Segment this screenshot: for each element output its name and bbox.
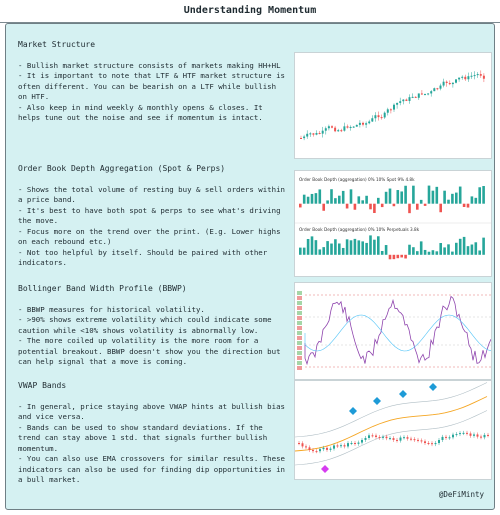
candle (424, 441, 426, 443)
author-handle: @DeFiMinty (438, 490, 484, 499)
depth-bar (400, 255, 403, 258)
candlestick-chart (294, 52, 492, 159)
depth-bar (428, 186, 431, 204)
depth-bar (389, 189, 392, 204)
candle (436, 88, 438, 89)
scale-swatch (297, 296, 302, 300)
candle (302, 443, 304, 446)
candle (456, 434, 458, 435)
depth-bar (393, 204, 396, 207)
vwap-band-upper (295, 383, 487, 438)
depth-chart (294, 170, 492, 277)
section-body: - Shows the total volume of resting buy & sell orders within a price band. - It's best to have both spot & perps to see what's driving the move. - Focus more on the trend over the print. (E.g. Lower highs on each rebound etc.) - Not too helpful by itself. Should be paired with other indicators. (18, 184, 285, 267)
depth-bar (436, 187, 439, 204)
candle (430, 91, 432, 93)
candle (347, 126, 349, 127)
candle (309, 447, 311, 450)
depth-bar (397, 255, 400, 258)
candle (414, 439, 416, 440)
candle (316, 451, 318, 452)
section-market-structure (18, 40, 286, 124)
depth-bar (342, 191, 345, 204)
candle (480, 437, 482, 438)
candle (333, 445, 335, 448)
candle (375, 436, 377, 437)
depth-bar (319, 189, 322, 203)
section-bbwp (18, 284, 286, 368)
depth-bar (459, 187, 462, 204)
depth-bar (338, 196, 341, 204)
candle (455, 79, 457, 82)
depth-bar (373, 240, 376, 255)
candle (443, 82, 445, 86)
scale-swatch (297, 316, 302, 320)
candle (440, 86, 442, 89)
candle (477, 74, 479, 75)
candle (396, 440, 398, 441)
candle (396, 103, 398, 105)
candle (445, 437, 447, 438)
depth-bar (412, 247, 415, 255)
plot-area (305, 289, 491, 373)
candle (467, 76, 469, 79)
candle (442, 437, 444, 440)
depth-bar (381, 204, 384, 207)
depth-bar (322, 247, 325, 255)
depth-bar (381, 251, 384, 255)
bbwp-chart (294, 282, 492, 380)
candle (452, 83, 454, 84)
depth-bar (346, 204, 349, 209)
candle (351, 443, 353, 444)
candle (322, 131, 324, 134)
candle (417, 440, 419, 441)
depth-bar (326, 200, 329, 203)
candle (480, 74, 482, 76)
depth-bar (451, 252, 454, 255)
candle (305, 446, 307, 447)
depth-bar (432, 250, 435, 255)
candle (361, 440, 363, 443)
candle (477, 434, 479, 436)
candle (298, 443, 300, 444)
depth-svg (295, 171, 491, 276)
candle (471, 76, 473, 77)
depth-bar (397, 190, 400, 204)
depth-bar (451, 194, 454, 204)
candle (470, 433, 472, 435)
section-body: - BBWP measures for historical volatility. - >90% shows extreme volatility which could indicate some caution while <10% shows volatility is abnormally low. - The more coiled up volatility is the more room for a potential breakout. BBWP doesn't show you the direction but can help signal that a move is coming. (18, 304, 281, 366)
candle (372, 435, 374, 436)
candle (303, 137, 305, 139)
candle (344, 445, 346, 446)
depth-bar (373, 204, 376, 213)
depth-bar (416, 251, 419, 255)
candle (347, 443, 349, 446)
candlestick-svg (295, 53, 491, 158)
candle (402, 100, 404, 102)
scale-swatch (297, 336, 302, 340)
depth-bar (299, 204, 302, 208)
candle (359, 123, 361, 125)
depth-bar (303, 195, 306, 204)
depth-bar (478, 250, 481, 254)
vwap-band-lower (295, 411, 487, 466)
depth-bar (475, 198, 478, 204)
candle (405, 100, 407, 101)
vwap-line (295, 397, 487, 452)
depth-bar (463, 237, 466, 255)
candle (319, 449, 321, 451)
scale-swatch (297, 351, 302, 355)
candle (326, 448, 328, 450)
candle (400, 438, 402, 441)
depth-bar (471, 196, 474, 203)
candle (371, 118, 373, 121)
candle (312, 133, 314, 134)
section-heading: Order Book Depth Aggregation (Spot & Perps) (18, 164, 226, 173)
depth-bar (338, 243, 341, 254)
candle (386, 437, 388, 438)
candle (381, 117, 383, 118)
candle (374, 115, 376, 118)
depth-bar (369, 204, 372, 210)
depth-bar (393, 255, 396, 259)
candle (382, 437, 384, 438)
depth-bar (447, 244, 450, 254)
candle (358, 443, 360, 444)
depth-bar (400, 191, 403, 203)
depth-bar (365, 196, 368, 204)
depth-bar (439, 243, 442, 255)
candle (323, 448, 325, 449)
depth-bar (319, 249, 322, 254)
section-order-book-depth (18, 164, 286, 269)
depth-bar (455, 243, 458, 255)
candle (325, 128, 327, 130)
depth-bar (443, 247, 446, 254)
depth-bar (463, 204, 466, 207)
candle (483, 76, 485, 79)
depth-bar (455, 193, 458, 204)
scale-swatch (297, 331, 302, 335)
candle (328, 126, 330, 128)
depth-bar (369, 235, 372, 254)
candle (340, 445, 342, 446)
candle (403, 437, 405, 438)
candle (356, 125, 358, 127)
candle (407, 437, 409, 439)
depth-bar (358, 196, 361, 203)
depth-bar (471, 244, 474, 254)
candle (461, 77, 463, 78)
candle (393, 105, 395, 110)
depth-bar (424, 204, 427, 206)
depth-bar (420, 241, 423, 254)
candle (378, 115, 380, 117)
candle (449, 83, 451, 84)
candle (421, 93, 423, 94)
depth-spot-label: Order Book Depth (aggregation) 0% 10% Spot 9% 4.8k (299, 177, 415, 182)
candle (449, 437, 451, 438)
candle (343, 126, 345, 130)
scale-swatch (297, 311, 302, 315)
candle (368, 121, 370, 123)
depth-bar (311, 236, 314, 254)
candle (409, 97, 411, 101)
depth-bar (350, 240, 353, 254)
depth-bar (443, 191, 446, 204)
depth-bar (330, 189, 333, 203)
depth-bar (330, 244, 333, 255)
depth-bar (334, 198, 337, 204)
depth-bar (350, 189, 353, 203)
depth-bar (459, 239, 462, 255)
candle (464, 77, 466, 79)
candle (424, 94, 426, 95)
candle (433, 88, 435, 91)
content-panel (5, 23, 495, 510)
candle (337, 130, 339, 131)
candle (330, 449, 332, 450)
section-vwap (18, 381, 286, 486)
scale-swatch (297, 361, 302, 365)
candle (365, 438, 367, 440)
scale-swatch (297, 366, 302, 370)
buy-signal-diamond (399, 390, 407, 398)
candle (415, 97, 417, 98)
candle (309, 133, 311, 134)
depth-bar (326, 241, 329, 255)
candle (412, 97, 414, 98)
candle (452, 435, 454, 438)
depth-bar (307, 197, 310, 204)
candle (384, 113, 386, 118)
candle (473, 434, 475, 435)
candle (421, 440, 423, 441)
depth-bar (322, 204, 325, 211)
depth-bar (408, 204, 411, 213)
vwap-chart (294, 380, 492, 480)
vwap-svg (295, 381, 491, 479)
depth-bar (299, 248, 302, 255)
depth-bar (404, 255, 407, 259)
depth-bar (361, 241, 364, 254)
depth-bar (436, 251, 439, 254)
depth-bar (342, 248, 345, 255)
depth-bar (303, 248, 306, 255)
depth-bar (354, 239, 357, 255)
candle (474, 75, 476, 76)
scale-swatch (297, 301, 302, 305)
depth-perps-label: Order Book Depth (aggregation) 0% 10% Perpetuals 3.8k (299, 227, 420, 232)
depth-bar (334, 239, 337, 255)
scale-swatch (297, 321, 302, 325)
scale-swatch (297, 341, 302, 345)
candle (431, 443, 433, 444)
depth-bar (432, 191, 435, 204)
depth-bar (389, 255, 392, 259)
depth-bar (475, 242, 478, 255)
candle (387, 109, 389, 112)
section-body: - In general, price staying above VWAP hints at bullish bias and vice versa. - Bands can be used to show standard deviations. If the trend can stay above 1 std. that signals further bullish momentum. - You can also use EMA crossovers for similar results. These indicators can also be used for finding dip opportunities in a bull market. (18, 401, 285, 484)
candle (319, 133, 321, 134)
depth-bar (478, 187, 481, 203)
scale-swatch (297, 326, 302, 330)
depth-bar (361, 200, 364, 203)
depth-bar (315, 240, 318, 255)
depth-bar (315, 193, 318, 204)
candle (306, 134, 308, 137)
candle (389, 438, 391, 439)
candle (379, 437, 381, 438)
depth-bar (408, 245, 411, 255)
candle (354, 443, 356, 444)
scale-swatch (297, 291, 302, 295)
depth-bar (385, 245, 388, 255)
candle (353, 127, 355, 128)
depth-bar (412, 186, 415, 204)
candle (390, 109, 392, 110)
depth-bar (354, 204, 357, 210)
depth-bar (377, 198, 380, 204)
depth-bar (439, 204, 442, 213)
depth-bar (346, 239, 349, 254)
depth-bar (358, 240, 361, 254)
depth-bar (447, 200, 450, 204)
candle (446, 82, 448, 83)
candle (458, 78, 460, 80)
candle (459, 433, 461, 434)
candle (427, 93, 429, 94)
buy-signal-diamond (429, 383, 437, 391)
depth-bar (307, 239, 310, 255)
candle (410, 439, 412, 440)
candle (463, 433, 465, 434)
depth-bar (467, 246, 470, 255)
sell-signal-diamond (321, 465, 329, 473)
candle (393, 438, 395, 440)
depth-bar (365, 243, 368, 255)
candle (466, 433, 468, 434)
depth-bar (377, 236, 380, 255)
candle (368, 435, 370, 438)
candle (438, 440, 440, 443)
candle (331, 126, 333, 127)
depth-bar (404, 186, 407, 204)
candle (300, 138, 302, 139)
section-heading: Bollinger Band Width Profile (BBWP) (18, 284, 187, 293)
candle (337, 445, 339, 446)
candle (316, 133, 318, 135)
candle (484, 435, 486, 437)
buy-signal-diamond (373, 397, 381, 405)
section-heading: Market Structure (18, 40, 96, 49)
depth-bar (385, 192, 388, 204)
candle (435, 443, 437, 444)
scale-swatch (297, 346, 302, 350)
page-title: Understanding Momentum (0, 0, 500, 23)
depth-bar (482, 186, 485, 204)
candle (350, 127, 352, 128)
section-body: - Bullish market structure consists of markets making HH+HL - It is important to note that LTF & HTF market structure is often different. You can be bearish on a LTF while bullish on HTF. - Also keep in mind weekly & monthly opens & closes. It helps tune out the noise and see if momentum is intact. (18, 60, 285, 122)
candle (312, 450, 314, 451)
depth-bar (420, 200, 423, 204)
depth-bar (416, 204, 419, 210)
depth-bar (311, 194, 314, 204)
scale-swatch (297, 306, 302, 310)
candle (418, 93, 420, 97)
depth-bar (467, 204, 470, 208)
candle (399, 101, 401, 103)
depth-bar (428, 252, 431, 255)
scale-swatch (297, 356, 302, 360)
candle (487, 435, 489, 436)
candle (334, 128, 336, 132)
bbwp-svg (295, 283, 491, 379)
candle (340, 130, 342, 131)
buy-signal-diamond (349, 407, 357, 415)
section-heading: VWAP Bands (18, 381, 67, 390)
depth-bar (482, 238, 485, 255)
depth-bar (424, 250, 427, 255)
candle (365, 123, 367, 124)
candle (428, 443, 430, 444)
candle (362, 123, 364, 125)
